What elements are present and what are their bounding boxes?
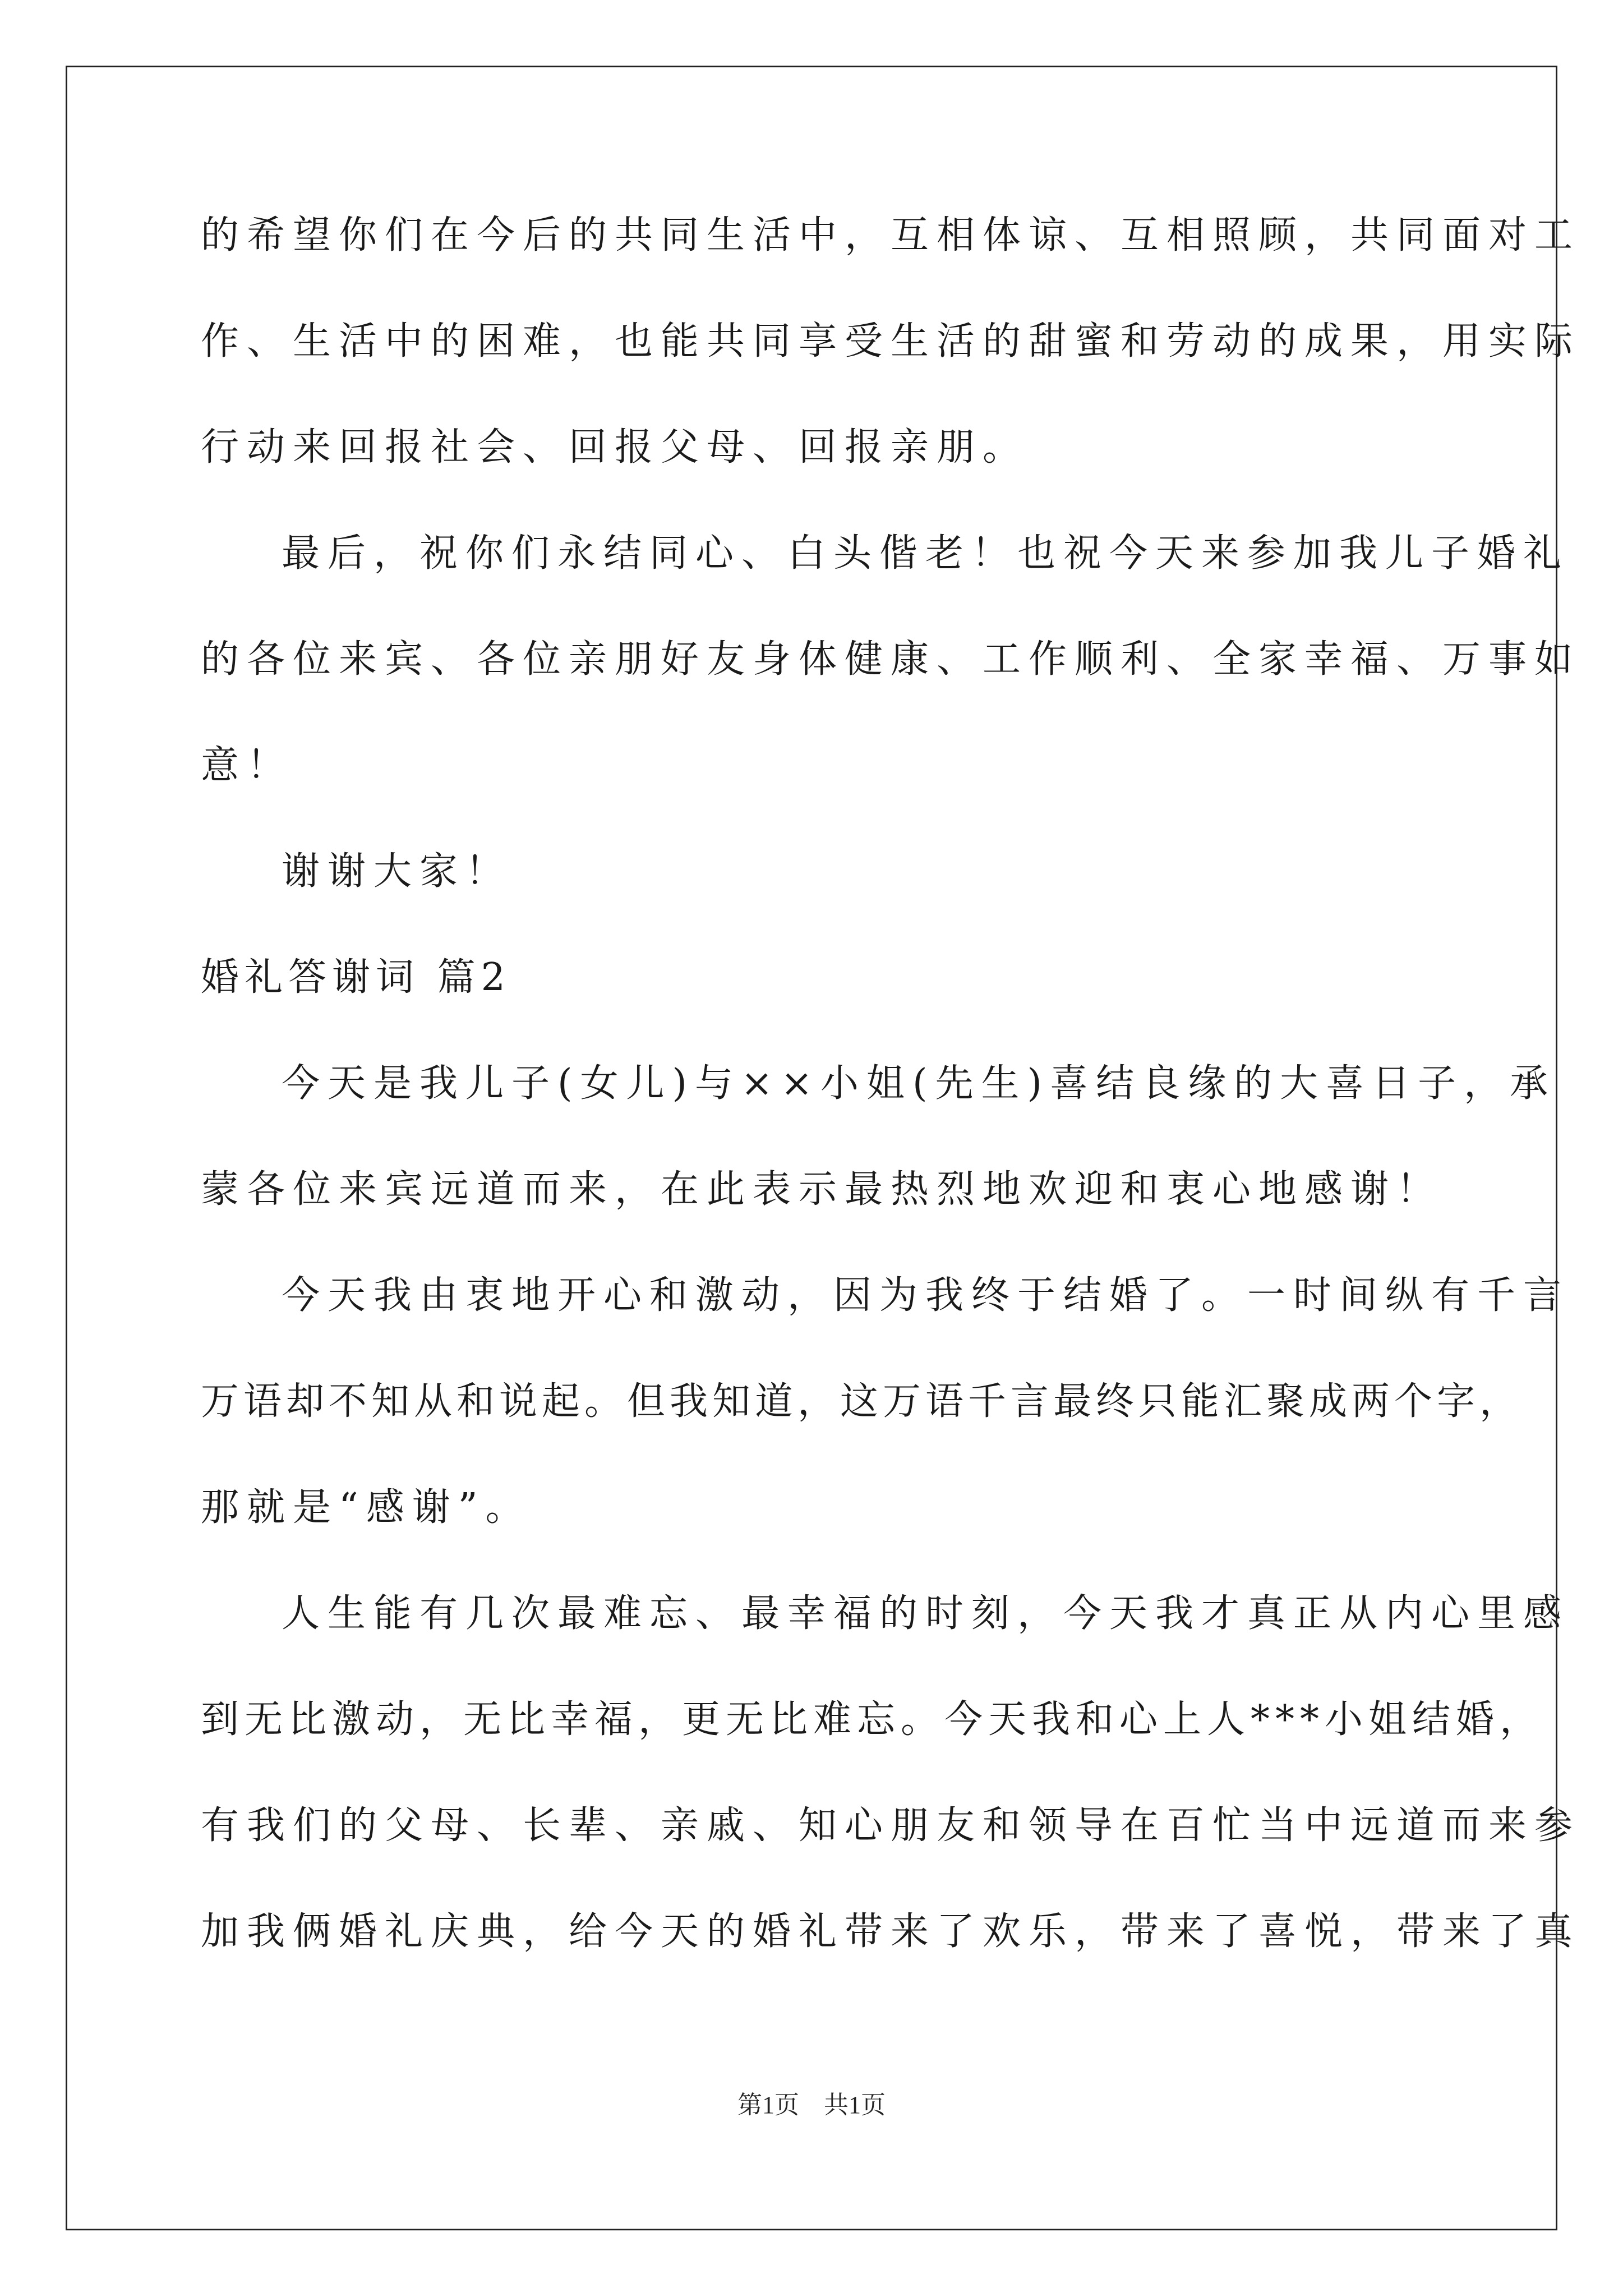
page-number-footer: 第1页 共1页 (737, 2091, 886, 2119)
paragraph-line: 人生能有几次最难忘、最幸福的时刻，今天我才真正从内心里感 (282, 1591, 1570, 1636)
paragraph-line: 万语却不知从和说起。但我知道，这万语千言最终只能汇聚成两个字， (201, 1379, 1523, 1424)
paragraph-line: 行动来回报社会、回报父母、回报亲朋。 (201, 425, 1029, 470)
paragraph-line: 有我们的父母、长辈、亲戚、知心朋友和领导在百忙当中远道而来参 (201, 1803, 1581, 1848)
paragraph-line: 今天是我儿子(女儿)与××小姐(先生)喜结良缘的大喜日子，承 (282, 1061, 1556, 1106)
paragraph-line: 的希望你们在今后的共同生活中，互相体谅、互相照顾，共同面对工 (201, 213, 1581, 257)
paragraph-line: 的各位来宾、各位亲朋好友身体健康、工作顺利、全家幸福、万事如 (201, 637, 1581, 682)
paragraph-line: 作、生活中的困难，也能共同享受生活的甜蜜和劳动的成果，用实际 (201, 319, 1581, 364)
section-heading: 婚礼答谢词 篇2 (201, 955, 511, 1000)
paragraph-line: 到无比激动，无比幸福，更无比难忘。今天我和心上人***小姐结婚， (201, 1697, 1544, 1742)
paragraph-line: 今天我由衷地开心和激动，因为我终于结婚了。一时间纵有千言 (282, 1273, 1570, 1318)
paragraph-line: 加我俩婚礼庆典，给今天的婚礼带来了欢乐，带来了喜悦，带来了真 (201, 1910, 1581, 1954)
paragraph-line: 最后，祝你们永结同心、白头偕老！也祝今天来参加我儿子婚礼 (282, 531, 1570, 576)
paragraph-line: 那就是“感谢”。 (201, 1485, 532, 1530)
paragraph-line: 蒙各位来宾远道而来，在此表示最热烈地欢迎和衷心地感谢！ (201, 1167, 1443, 1212)
page-border (66, 66, 1557, 2230)
paragraph-line: 意！ (201, 743, 293, 788)
paragraph-line: 谢谢大家！ (282, 849, 512, 894)
